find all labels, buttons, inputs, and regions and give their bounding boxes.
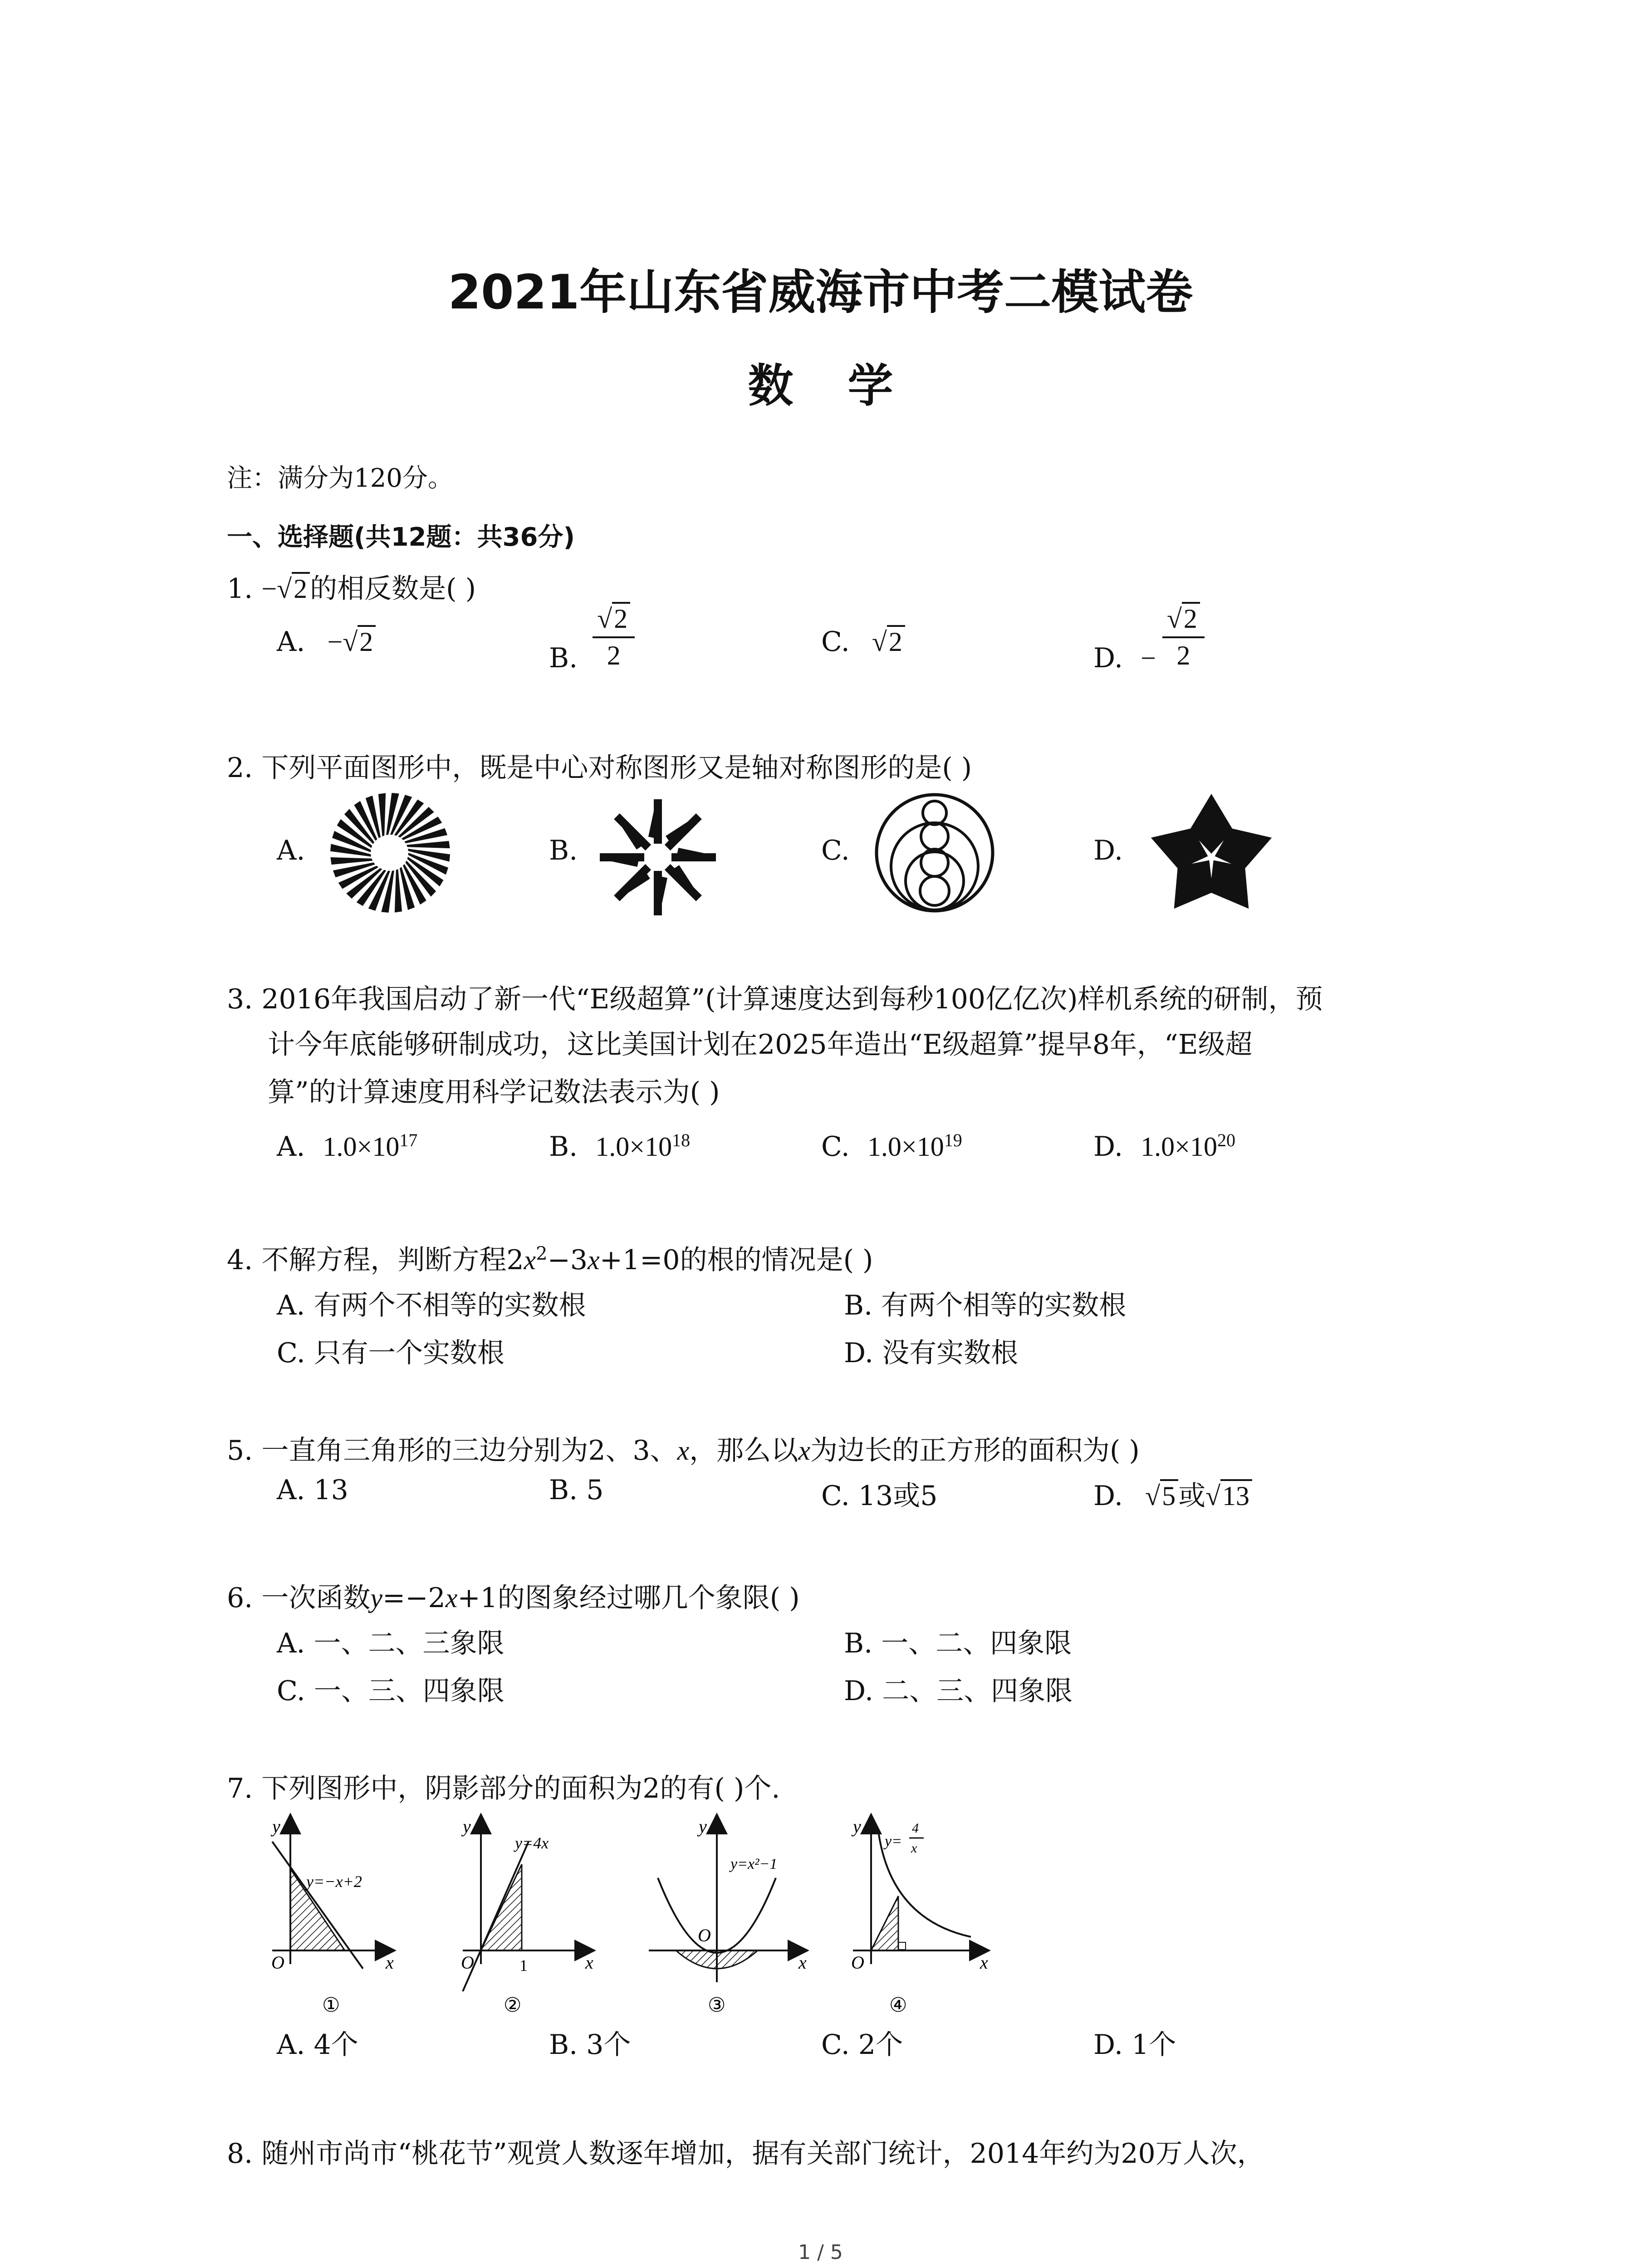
graph-4-denominator: x xyxy=(911,1841,917,1856)
graph-2 xyxy=(461,1816,593,2016)
graph-4-number: ④ xyxy=(889,1994,907,2016)
question-1-option-d[interactable]: D. − $\frac{√2}{2}$ xyxy=(1093,603,1205,671)
question-4-option-c[interactable]: C. 只有一个实数根 xyxy=(277,1337,505,1369)
question-3-line-2: 计今年底能够研制成功，这比美国计划在2025年造出“E级超算”提早8年，“E级超 xyxy=(268,1029,1253,1061)
tick-label: 1 xyxy=(519,1956,528,1975)
graph-4-numerator: 4 xyxy=(912,1821,919,1836)
question-4-stem: 4. 不解方程，判断方程$2x^2-3x+1=0$的根的情况是( ) xyxy=(227,1243,873,1276)
question-8-stem: 8. 随州市尚市“桃花节”观赏人数逐年增加，据有关部门统计，2014年约为20万人次， xyxy=(227,2138,1264,2170)
question-2-stem: 2. 下列平面图形中，既是中心对称图形又是轴对称图形的是( ) xyxy=(227,752,972,784)
svg-text:O: O xyxy=(851,1952,864,1973)
svg-text:O: O xyxy=(698,1925,711,1945)
question-3-option-a[interactable]: A. $1.0\times 10^{17}$ xyxy=(277,1130,418,1163)
page-number: 1 / 5 xyxy=(798,2241,843,2264)
graph-1 xyxy=(270,1816,394,2016)
question-7-stem: 7. 下列图形中，阴影部分的面积为2的有( )个. xyxy=(227,1773,780,1804)
svg-text:O: O xyxy=(461,1952,474,1973)
question-4-option-d[interactable]: D. 没有实数根 xyxy=(844,1337,1019,1369)
question-2-option-d-label[interactable]: D. xyxy=(1093,835,1123,866)
axis-y-label: y xyxy=(272,1816,280,1837)
question-6-stem: 6. 一次函数y=−2x+1的图象经过哪几个象限( ) xyxy=(227,1582,800,1614)
question-1-stem xyxy=(227,567,476,606)
graph-2-number: ② xyxy=(504,1994,522,2016)
question-1-option-a[interactable]: A. −√2 xyxy=(277,626,376,658)
question-1-option-c[interactable]: C. √2 xyxy=(821,626,905,658)
question-5-option-c[interactable]: C. 13或5 xyxy=(821,1480,938,1512)
question-2-option-c-label[interactable]: C. xyxy=(821,835,850,866)
question-4-option-b[interactable]: B. 有两个相等的实数根 xyxy=(844,1290,1127,1321)
question-3-option-b[interactable]: B. $1.0\times 10^{18}$ xyxy=(549,1130,691,1163)
question-5-option-b[interactable]: B. 5 xyxy=(549,1474,604,1506)
question-3-line-1: 3. 2016年我国启动了新一代“E级超算”(计算速度达到每秒100亿亿次)样机系统的研制，预 xyxy=(227,983,1323,1015)
spiral-sunburst-icon[interactable] xyxy=(327,789,454,916)
question-6-option-c[interactable]: C. 一、三、四象限 xyxy=(277,1675,505,1707)
svg-text:y: y xyxy=(853,1816,861,1837)
question-7-option-d[interactable]: D. 1个 xyxy=(1093,2029,1176,2061)
question-number: 1. xyxy=(227,573,253,605)
graph-2-equation: y=4x xyxy=(515,1834,549,1852)
question-2-option-a-label[interactable]: A. xyxy=(277,835,305,866)
page-title: 2021年山东省威海市中考二模试卷 xyxy=(448,264,1193,320)
svg-text:x: x xyxy=(980,1952,988,1973)
graph-1-equation: y=−x+2 xyxy=(306,1872,362,1891)
minus-sign: − xyxy=(261,574,277,604)
question-7-option-a[interactable]: A. 4个 xyxy=(277,2029,358,2061)
score-note: 注：满分为120分。 xyxy=(227,464,453,493)
graph-1-number: ① xyxy=(322,1994,340,2016)
origin-label: O xyxy=(271,1952,284,1973)
question-6-option-d[interactable]: D. 二、三、四象限 xyxy=(844,1675,1073,1707)
nested-circles-icon[interactable] xyxy=(871,789,998,916)
axis-x-label: x xyxy=(386,1952,394,1973)
asterisk-star-icon[interactable] xyxy=(599,798,717,916)
subject-heading: 数学 xyxy=(748,359,948,412)
svg-text:x: x xyxy=(585,1952,593,1973)
question-3-option-c[interactable]: C. $1.0\times 10^{19}$ xyxy=(821,1130,962,1163)
question-text: 的相反数是( ) xyxy=(310,573,476,605)
question-6-option-b[interactable]: B. 一、二、四象限 xyxy=(844,1628,1072,1659)
question-5-stem: 5. 一直角三角形的三边分别为2、3、x，那么以x为边长的正方形的面积为( ) xyxy=(227,1435,1140,1466)
svg-text:y: y xyxy=(699,1816,707,1837)
sqrt-expression: √2 xyxy=(872,626,905,658)
question-4-option-a[interactable]: A. 有两个不相等的实数根 xyxy=(277,1290,586,1321)
question-1-option-b[interactable]: B. $\frac{√2}{2}$ xyxy=(549,603,635,671)
question-3-line-3: 算”的计算速度用科学记数法表示为( ) xyxy=(268,1076,720,1108)
question-3-option-d[interactable]: D. $1.0\times 10^{20}$ xyxy=(1093,1130,1235,1163)
graph-3 xyxy=(649,1816,807,2016)
pentagon-star-icon[interactable] xyxy=(1143,789,1279,925)
question-2-option-b-label[interactable]: B. xyxy=(549,835,578,866)
graph-3-equation: y=x²−1 xyxy=(730,1856,778,1872)
question-5-option-a[interactable]: A. 13 xyxy=(277,1474,348,1506)
sqrt-expression: √2 xyxy=(277,573,310,605)
question-7-graphs xyxy=(254,1814,1198,2023)
graph-3-number: ③ xyxy=(708,1994,726,2016)
graph-4-equation-y: y= xyxy=(885,1833,902,1850)
question-5-option-d[interactable]: D. √5 或√13 xyxy=(1093,1474,1252,1513)
svg-text:x: x xyxy=(798,1952,807,1973)
fraction: $\frac{√2}{2}$ xyxy=(1162,603,1205,671)
section-heading: 一、选择题(共12题：共36分) xyxy=(227,523,575,552)
sqrt-expression: √2 xyxy=(343,626,376,658)
question-6-option-a[interactable]: A. 一、二、三象限 xyxy=(277,1628,505,1659)
question-7-option-b[interactable]: B. 3个 xyxy=(549,2029,631,2061)
fraction: $\frac{√2}{2}$ xyxy=(593,603,635,671)
graph-4 xyxy=(851,1816,988,2016)
question-7-option-c[interactable]: C. 2个 xyxy=(821,2029,903,2061)
svg-text:y: y xyxy=(463,1816,471,1837)
